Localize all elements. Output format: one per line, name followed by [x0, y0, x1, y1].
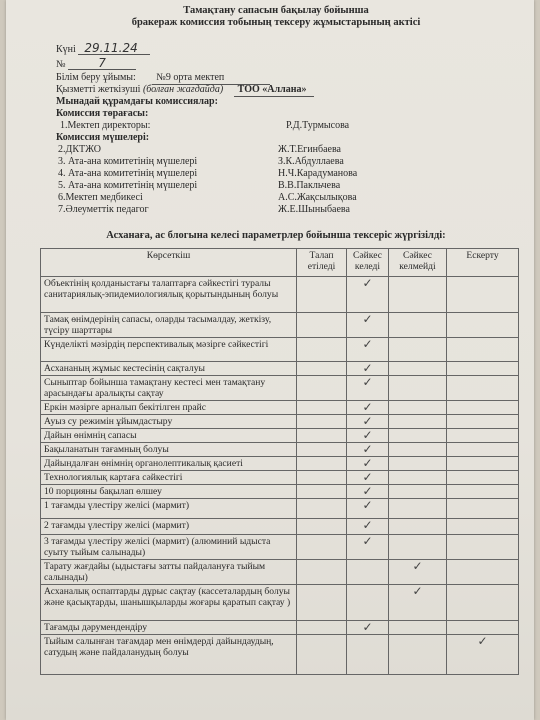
row-label: Бақыланатын тағамның болуы — [41, 443, 297, 457]
number-value: 7 — [68, 57, 136, 70]
cell-not-matches — [389, 277, 447, 313]
header-matches: Сәйкес келеді — [347, 249, 389, 277]
row-label: 3 тағамды үлестіру желісі (мармит) (алюминий ыдыста суыту тыйым салынады) — [41, 535, 297, 560]
cell-matches: ✓ — [347, 535, 389, 560]
cell-note — [447, 443, 519, 457]
table-row — [41, 621, 519, 635]
cell-matches: ✓ — [347, 277, 389, 313]
cell-not-matches — [389, 519, 447, 535]
commission-heading: Мынадай құрамдағы комиссиялар: — [56, 96, 218, 107]
number-label: № — [56, 59, 66, 70]
cell-matches: ✓ — [347, 519, 389, 535]
table-row — [41, 277, 519, 313]
table-row — [41, 499, 519, 519]
cell-not-matches — [389, 499, 447, 519]
cell-note: ✓ — [447, 635, 519, 675]
row-label: Асхананың жұмыс кестесінің сақталуы — [41, 362, 297, 376]
cell-note — [447, 429, 519, 443]
table-row — [41, 443, 519, 457]
date-value: 29.11.24 — [78, 42, 150, 55]
cell-required — [297, 485, 347, 499]
table-row — [41, 635, 519, 675]
cell-not-matches — [389, 635, 447, 675]
row-label: Технологиялық картаға сәйкестігі — [41, 471, 297, 485]
row-label: 1 тағамды үлестіру желісі (мармит) — [41, 499, 297, 519]
cell-required — [297, 338, 347, 362]
doc-title-line2: бракераж комиссия тобының тексеру жұмыстарының актісі — [131, 17, 421, 28]
table-row — [41, 376, 519, 401]
cell-not-matches — [389, 471, 447, 485]
table-header-row — [41, 249, 519, 277]
cell-required — [297, 519, 347, 535]
cell-matches: ✓ — [347, 499, 389, 519]
cell-matches: ✓ — [347, 485, 389, 499]
cell-note — [447, 471, 519, 485]
member-name: З.К.Абдуллаева — [278, 156, 344, 167]
table-row — [41, 519, 519, 535]
cell-required — [297, 401, 347, 415]
cell-matches — [347, 585, 389, 621]
member-name: В.В.Пакльчева — [278, 180, 341, 191]
cell-note — [447, 415, 519, 429]
cell-not-matches — [389, 443, 447, 457]
cell-required — [297, 443, 347, 457]
cell-matches: ✓ — [347, 471, 389, 485]
row-label: Тарату жағдайы (ыдыстағы затты пайдалануға тыйым салынады) — [41, 560, 297, 585]
row-label: Тамақ өнімдерінің сапасы, оларды тасымалдау, жеткізу, түсіру шарттары — [41, 313, 297, 338]
cell-not-matches — [389, 362, 447, 376]
member-name: Ж.Т.Егинбаева — [278, 144, 341, 155]
cell-not-matches: ✓ — [389, 560, 447, 585]
cell-matches — [347, 560, 389, 585]
table-row — [41, 560, 519, 585]
cell-note — [447, 519, 519, 535]
cell-not-matches — [389, 313, 447, 338]
cell-not-matches — [389, 429, 447, 443]
cell-required — [297, 362, 347, 376]
row-label: Күнделікті мәзірдің перспективалық мәзірге сәйкестігі — [41, 338, 297, 362]
table-row — [41, 338, 519, 362]
doc-title-line1: Тамақтану сапасын бақылау бойынша — [183, 5, 369, 16]
members-heading: Комиссия мүшелері: — [56, 132, 150, 143]
document-page — [6, 0, 534, 720]
cell-required — [297, 635, 347, 675]
table-row — [41, 485, 519, 499]
org-label: Білім беру ұйымы: — [56, 72, 136, 83]
cell-required — [297, 313, 347, 338]
row-label: 2 тағамды үлестіру желісі (мармит) — [41, 519, 297, 535]
inspection-table — [40, 248, 519, 675]
member-role: 3. Ата-ана комитетінің мүшелері — [58, 156, 198, 167]
table-row — [41, 535, 519, 560]
cell-not-matches — [389, 415, 447, 429]
cell-matches: ✓ — [347, 313, 389, 338]
member-name: А.С.Жақсылықова — [278, 192, 357, 203]
member-name: Ж.Е.Шыныбаева — [278, 204, 350, 215]
cell-note — [447, 560, 519, 585]
cell-not-matches: ✓ — [389, 585, 447, 621]
chair-name: Р.Д.Турмысова — [286, 120, 350, 131]
table-row — [41, 471, 519, 485]
cell-matches: ✓ — [347, 443, 389, 457]
cell-note — [447, 457, 519, 471]
cell-required — [297, 499, 347, 519]
chair-heading: Комиссия төрағасы: — [56, 108, 149, 119]
cell-required — [297, 415, 347, 429]
provider-value: ТОО «Аллана» — [234, 84, 314, 97]
cell-required — [297, 277, 347, 313]
cell-note — [447, 362, 519, 376]
cell-not-matches — [389, 376, 447, 401]
cell-required — [297, 376, 347, 401]
header-not-matches: Сәйкес келмейді — [389, 249, 447, 277]
table-row — [41, 313, 519, 338]
cell-note — [447, 338, 519, 362]
cell-note — [447, 376, 519, 401]
cell-note — [447, 535, 519, 560]
header-note: Ескерту — [447, 249, 519, 277]
member-role: 6.Мектеп медбикесі — [58, 192, 143, 203]
cell-matches: ✓ — [347, 621, 389, 635]
date-label: Күні — [56, 44, 76, 55]
cell-not-matches — [389, 457, 447, 471]
provider-hint: (болған жағдайда) — [142, 84, 224, 95]
member-role: 7.Әлеуметтік педагог — [58, 204, 149, 215]
provider-label: Қызметті жеткізуші — [56, 84, 141, 95]
header-required: Талап етіледі — [297, 249, 347, 277]
cell-matches: ✓ — [347, 376, 389, 401]
table-row — [41, 457, 519, 471]
table-row — [41, 362, 519, 376]
table-row — [41, 401, 519, 415]
cell-required — [297, 429, 347, 443]
cell-not-matches — [389, 338, 447, 362]
row-label: Ауыз су режимін ұйымдастыру — [41, 415, 297, 429]
member-name: Н.Ч.Карадуманова — [278, 168, 358, 179]
table-row — [41, 429, 519, 443]
cell-note — [447, 621, 519, 635]
cell-note — [447, 401, 519, 415]
cell-not-matches — [389, 535, 447, 560]
cell-note — [447, 277, 519, 313]
cell-matches: ✓ — [347, 415, 389, 429]
cell-required — [297, 457, 347, 471]
cell-not-matches — [389, 485, 447, 499]
member-role: 2.ДКТЖО — [58, 144, 102, 155]
org-value: №9 орта мектеп — [152, 72, 270, 85]
cell-note — [447, 485, 519, 499]
chair-role: 1.Мектеп директоры: — [60, 120, 151, 131]
member-role: 4. Ата-ана комитетінің мүшелері — [58, 168, 198, 179]
date-row — [56, 42, 150, 56]
cell-required — [297, 535, 347, 560]
cell-matches — [347, 635, 389, 675]
row-label: Тыйым салынған тағамдар мен өнімдерді дайындаудың, сатудың және пайдаланудың болуы — [41, 635, 297, 675]
cell-matches: ✓ — [347, 401, 389, 415]
member-role: 5. Ата-ана комитетінің мүшелері — [58, 180, 198, 191]
row-label: Дайындалған өнімнің органолептикалық қасиеті — [41, 457, 297, 471]
row-label: Асханалық оспаптарды дұрыс сақтау (кассеталардың болуы және қасықтарды, шанышқыларды жоғары қаратып сақтау ) — [41, 585, 297, 621]
number-row — [56, 57, 136, 71]
row-label: Тағамды дәрумендендіру — [41, 621, 297, 635]
cell-required — [297, 621, 347, 635]
cell-matches: ✓ — [347, 362, 389, 376]
cell-note — [447, 499, 519, 519]
cell-not-matches — [389, 621, 447, 635]
table-caption: Асханаға, ас блогына келесі параметрлер бойынша тексеріс жүргізілді: — [106, 230, 446, 241]
row-label: Еркін мәзірге арналып бекітілген прайс — [41, 401, 297, 415]
cell-matches: ✓ — [347, 338, 389, 362]
cell-required — [297, 560, 347, 585]
cell-note — [447, 313, 519, 338]
row-label: Сыныптар бойынша тамақтану кестесі мен тамақтану арасындағы аралықты сақтау — [41, 376, 297, 401]
row-label: 10 порцияны бақылап өлшеу — [41, 485, 297, 499]
cell-note — [447, 585, 519, 621]
header-indicator: Көрсеткіш — [41, 249, 297, 277]
cell-not-matches — [389, 401, 447, 415]
cell-matches: ✓ — [347, 457, 389, 471]
cell-matches: ✓ — [347, 429, 389, 443]
cell-required — [297, 585, 347, 621]
table-row — [41, 415, 519, 429]
row-label: Объектінің қолданыстағы талаптарға сәйкестігі туралы санитариялық-эпидемиологиялық қорытындының болуы — [41, 277, 297, 313]
cell-required — [297, 471, 347, 485]
table-row — [41, 585, 519, 621]
row-label: Дайын өнімнің сапасы — [41, 429, 297, 443]
